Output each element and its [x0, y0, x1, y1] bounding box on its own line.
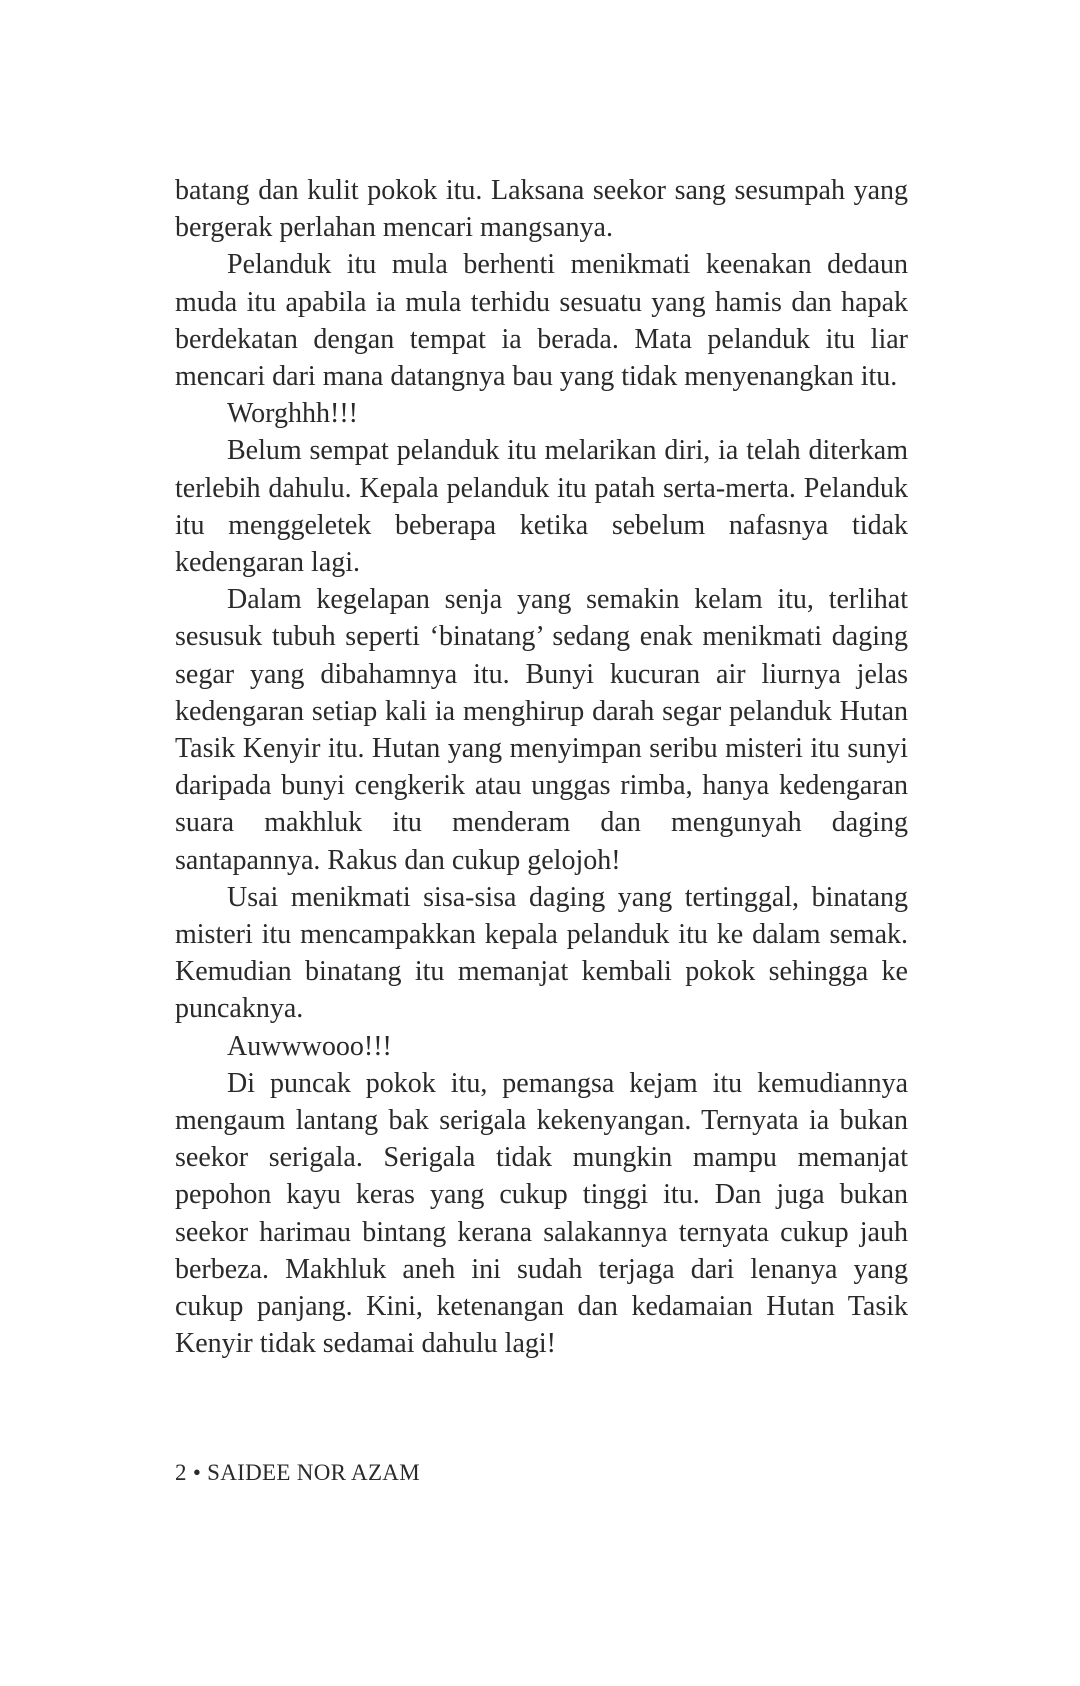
- body-text: [175, 172, 908, 1363]
- paragraph-8: Di puncak pokok itu, pemangsa kejam itu kemudiannya mengaum lantang bak serigala kekenyangan. Ternyata ia bukan seekor serigala. Serigala tidak mungkin mampu memanjat pepohon kayu keras yang cukup tinggi itu. Dan juga bukan seekor harimau bintang kerana salakannya ternyata cukup jauh berbeza. Makhluk aneh ini sudah terjaga dari lenanya yang cukup panjang. Kini, ketenangan dan kedamaian Hutan Tasik Kenyir tidak sedamai dahulu lagi!: [175, 1067, 908, 1360]
- author-name: SAIDEE NOR AZAM: [207, 1460, 420, 1485]
- paragraph-7: Auwwwooo!!!: [227, 1030, 392, 1062]
- paragraph-1: batang dan kulit pokok itu. Laksana seekor sang sesumpah yang bergerak perlahan mencari mangsanya.: [175, 175, 908, 244]
- page-footer: [175, 1460, 420, 1486]
- paragraph-6: Usai menikmati sisa-sisa daging yang tertinggal, binatang misteri itu mencampakkan kepala pelanduk itu ke dalam semak. Kemudian binatang itu memanjat kembali pokok sehingga ke puncaknya.: [175, 881, 908, 1025]
- paragraph-4: Belum sempat pelanduk itu melarikan diri, ia telah diterkam terlebih dahulu. Kepala pelanduk itu patah serta-merta. Pelanduk itu menggeletek beberapa ketika sebelum nafasnya tidak kedengaran lagi.: [175, 435, 908, 579]
- page-number: 2: [175, 1460, 187, 1485]
- paragraph-3: Worghhh!!!: [227, 398, 358, 430]
- footer-separator: •: [192, 1460, 202, 1485]
- paragraph-5: Dalam kegelapan senja yang semakin kelam itu, terlihat sesusuk tubuh seperti ‘binatang’ sedang enak menikmati daging segar yang dibahamnya itu. Bunyi kucuran air liurnya jelas kedengaran setiap kali ia menghirup darah segar pelanduk Hutan Tasik Kenyir itu. Hutan yang menyimpan seribu misteri itu sunyi daripada bunyi cengkerik atau unggas rimba, hanya kedengaran suara makhluk itu menderam dan mengunyah daging santapannya. Rakus dan cukup gelojoh!: [175, 584, 908, 876]
- paragraph-2: Pelanduk itu mula berhenti menikmati keenakan dedaun muda itu apabila ia mula terhidu sesuatu yang hamis dan hapak berdekatan dengan tempat ia berada. Mata pelanduk itu liar mencari dari mana datangnya bau yang tidak menyenangkan itu.: [175, 249, 908, 393]
